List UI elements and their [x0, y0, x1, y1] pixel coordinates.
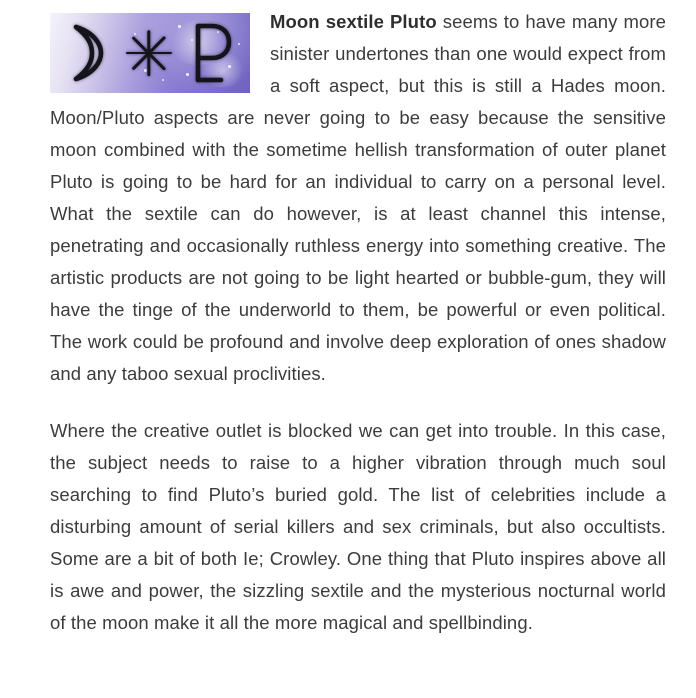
sextile-glyph-icon: [126, 30, 172, 76]
aspect-glyph-figure: [50, 13, 250, 93]
pluto-glyph-icon: [191, 22, 233, 84]
paragraph-2-text: Where the creative outlet is blocked we can get into trouble. In this case, the subject needs to raise to a higher vibration through much soul searching to find Pluto’s buried gold. The list of celebrities include a disturbing amount of serial killers and sex criminals, but also occultists. Some are a bit of both Ie; Crowley. One thing that Pluto inspires above all is awe and power, the sizzling sextile and the mysterious nocturnal world of the moon make it all the more magical and spellbinding.: [50, 420, 666, 633]
lead-aspect-name: Moon sextile Pluto: [270, 11, 437, 32]
moon-glyph-icon: [67, 23, 107, 83]
paragraph-1-text: seems to have many more sinister undertones than one would expect from a soft aspect, but this is still a Hades moon. Moon/Pluto aspects are never going to be easy because the sensitive moon combined with the sometime hellish transformation of outer planet Pluto is going to be hard for an individual to carry on a personal level. What the sextile can do however, is at least channel this intense, penetrating and occasionally ruthless energy into something creative. The artistic products are not going to be light hearted or bubble-gum, they will have the tinge of the underworld to them, be powerful or even political. The work could be profound and involve deep exploration of ones shadow and any taboo sexual proclivities.: [50, 11, 666, 384]
paragraph-2: [50, 415, 666, 639]
